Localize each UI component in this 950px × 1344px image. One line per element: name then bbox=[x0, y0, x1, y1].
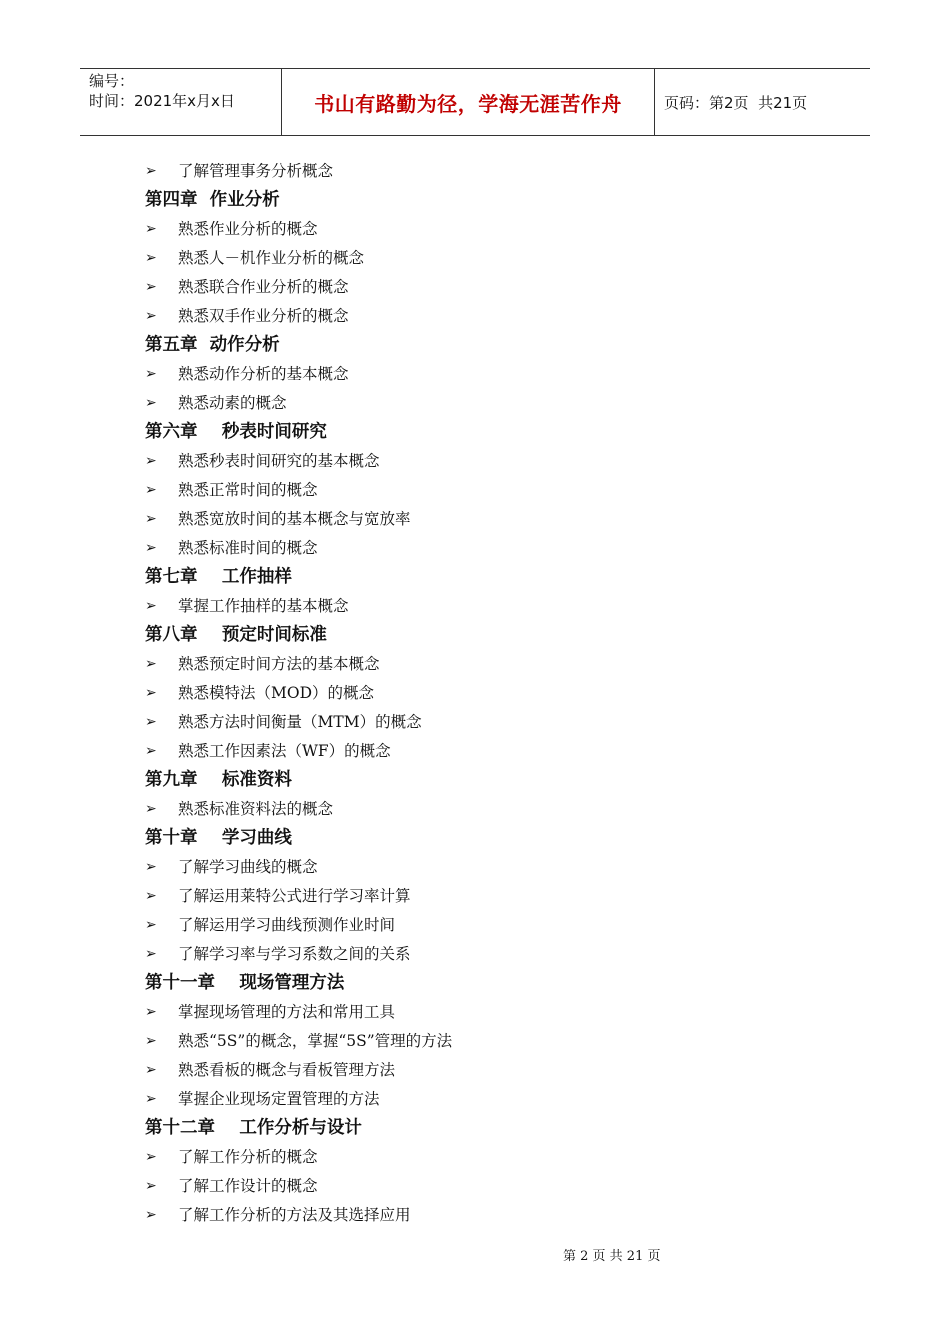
list-item-text: 熟悉联合作业分析的概念 bbox=[178, 278, 349, 296]
list-item-text: 熟悉模特法（MOD）的概念 bbox=[178, 684, 375, 702]
arrow-bullet-icon: ➢ bbox=[145, 366, 157, 382]
list-item-text: 了解运用莱特公式进行学习率计算 bbox=[178, 887, 411, 905]
arrow-bullet-icon: ➢ bbox=[145, 1004, 157, 1020]
syllabus-content bbox=[145, 157, 845, 1230]
arrow-bullet-icon: ➢ bbox=[145, 598, 157, 614]
list-item bbox=[145, 940, 845, 969]
list-item bbox=[145, 795, 845, 824]
arrow-bullet-icon: ➢ bbox=[145, 250, 157, 266]
list-item-text: 熟悉秒表时间研究的基本概念 bbox=[178, 452, 380, 470]
list-item bbox=[145, 1172, 845, 1201]
list-item-text: 熟悉动作分析的基本概念 bbox=[178, 365, 349, 383]
list-item bbox=[145, 737, 845, 766]
arrow-bullet-icon: ➢ bbox=[145, 859, 157, 875]
list-item bbox=[145, 389, 845, 418]
list-item-text: 熟悉看板的概念与看板管理方法 bbox=[178, 1061, 396, 1079]
list-item bbox=[145, 476, 845, 505]
arrow-bullet-icon: ➢ bbox=[145, 917, 157, 933]
arrow-bullet-icon: ➢ bbox=[145, 1178, 157, 1194]
list-item-text: 了解学习率与学习系数之间的关系 bbox=[178, 945, 411, 963]
header-page-cell bbox=[655, 69, 870, 135]
arrow-bullet-icon: ➢ bbox=[145, 1207, 157, 1223]
chapter-heading: 第七章 工作抽样 bbox=[145, 567, 292, 587]
list-item bbox=[145, 998, 845, 1027]
list-item-text: 熟悉预定时间方法的基本概念 bbox=[178, 655, 380, 673]
list-item bbox=[145, 911, 845, 940]
list-item bbox=[145, 302, 845, 331]
list-item-text: 熟悉双手作业分析的概念 bbox=[178, 307, 349, 325]
document-date: 时间：2021年x月x日 bbox=[89, 92, 235, 110]
arrow-bullet-icon: ➢ bbox=[145, 221, 157, 237]
arrow-bullet-icon: ➢ bbox=[145, 743, 157, 759]
list-item bbox=[145, 592, 845, 621]
chapter-heading: 第十一章 现场管理方法 bbox=[145, 973, 345, 993]
list-item bbox=[145, 853, 845, 882]
list-item-text: 掌握工作抽样的基本概念 bbox=[178, 597, 349, 615]
chapter-heading: 第八章 预定时间标准 bbox=[145, 625, 327, 645]
list-item bbox=[145, 1056, 845, 1085]
arrow-bullet-icon: ➢ bbox=[145, 714, 157, 730]
list-item bbox=[145, 273, 845, 302]
list-item-text: 熟悉标准资料法的概念 bbox=[178, 800, 334, 818]
arrow-bullet-icon: ➢ bbox=[145, 308, 157, 324]
arrow-bullet-icon: ➢ bbox=[145, 1062, 157, 1078]
list-item-text: 熟悉人－机作业分析的概念 bbox=[178, 249, 365, 267]
arrow-bullet-icon: ➢ bbox=[145, 946, 157, 962]
arrow-bullet-icon: ➢ bbox=[145, 453, 157, 469]
arrow-bullet-icon: ➢ bbox=[145, 656, 157, 672]
arrow-bullet-icon: ➢ bbox=[145, 511, 157, 527]
header-motto: 书山有路勤为径，学海无涯苦作舟 bbox=[314, 91, 622, 116]
arrow-bullet-icon: ➢ bbox=[145, 540, 157, 556]
list-item bbox=[145, 650, 845, 679]
list-item-text: 熟悉“5S”的概念，掌握“5S”管理的方法 bbox=[178, 1032, 453, 1050]
header-motto-cell bbox=[282, 69, 655, 135]
list-item-text: 了解工作分析的方法及其选择应用 bbox=[178, 1206, 411, 1224]
list-item bbox=[145, 708, 845, 737]
list-item-text: 熟悉作业分析的概念 bbox=[178, 220, 318, 238]
list-item-text: 熟悉方法时间衡量（MTM）的概念 bbox=[178, 713, 422, 731]
document-number-label: 编号： bbox=[89, 72, 135, 90]
list-item bbox=[145, 1085, 845, 1114]
chapter-heading: 第九章 标准资料 bbox=[145, 770, 292, 790]
chapter-heading: 第五章 动作分析 bbox=[145, 335, 280, 355]
header-meta-cell bbox=[80, 69, 282, 135]
arrow-bullet-icon: ➢ bbox=[145, 888, 157, 904]
chapter-heading: 第六章 秒表时间研究 bbox=[145, 422, 327, 442]
chapter-heading: 第十二章 工作分析与设计 bbox=[145, 1118, 362, 1138]
list-item-text: 熟悉工作因素法（WF）的概念 bbox=[178, 742, 391, 760]
list-item bbox=[145, 882, 845, 911]
chapter-heading: 第四章 作业分析 bbox=[145, 190, 280, 210]
list-item bbox=[145, 1201, 845, 1230]
list-item-text: 了解工作分析的概念 bbox=[178, 1148, 318, 1166]
header-page-info: 页码：第2页 共21页 bbox=[664, 93, 808, 112]
arrow-bullet-icon: ➢ bbox=[145, 163, 157, 179]
list-item-text: 了解学习曲线的概念 bbox=[178, 858, 318, 876]
footer-page-number: 第 2 页 共 21 页 bbox=[563, 1249, 661, 1264]
list-item bbox=[145, 157, 845, 186]
list-item-text: 熟悉标准时间的概念 bbox=[178, 539, 318, 557]
arrow-bullet-icon: ➢ bbox=[145, 279, 157, 295]
list-item bbox=[145, 447, 845, 476]
list-item bbox=[145, 1143, 845, 1172]
arrow-bullet-icon: ➢ bbox=[145, 1033, 157, 1049]
list-item-text: 了解管理事务分析概念 bbox=[178, 162, 334, 180]
list-item bbox=[145, 534, 845, 563]
list-item bbox=[145, 505, 845, 534]
list-item-text: 掌握现场管理的方法和常用工具 bbox=[178, 1003, 396, 1021]
arrow-bullet-icon: ➢ bbox=[145, 395, 157, 411]
list-item-text: 熟悉宽放时间的基本概念与宽放率 bbox=[178, 510, 411, 528]
list-item bbox=[145, 1027, 845, 1056]
list-item-text: 熟悉正常时间的概念 bbox=[178, 481, 318, 499]
arrow-bullet-icon: ➢ bbox=[145, 482, 157, 498]
page-header bbox=[80, 68, 870, 136]
arrow-bullet-icon: ➢ bbox=[145, 1091, 157, 1107]
arrow-bullet-icon: ➢ bbox=[145, 685, 157, 701]
list-item bbox=[145, 360, 845, 389]
chapter-heading: 第十章 学习曲线 bbox=[145, 828, 292, 848]
list-item bbox=[145, 679, 845, 708]
arrow-bullet-icon: ➢ bbox=[145, 801, 157, 817]
list-item-text: 掌握企业现场定置管理的方法 bbox=[178, 1090, 380, 1108]
list-item-text: 了解工作设计的概念 bbox=[178, 1177, 318, 1195]
list-item-text: 了解运用学习曲线预测作业时间 bbox=[178, 916, 396, 934]
list-item-text: 熟悉动素的概念 bbox=[178, 394, 287, 412]
arrow-bullet-icon: ➢ bbox=[145, 1149, 157, 1165]
list-item bbox=[145, 244, 845, 273]
list-item bbox=[145, 215, 845, 244]
